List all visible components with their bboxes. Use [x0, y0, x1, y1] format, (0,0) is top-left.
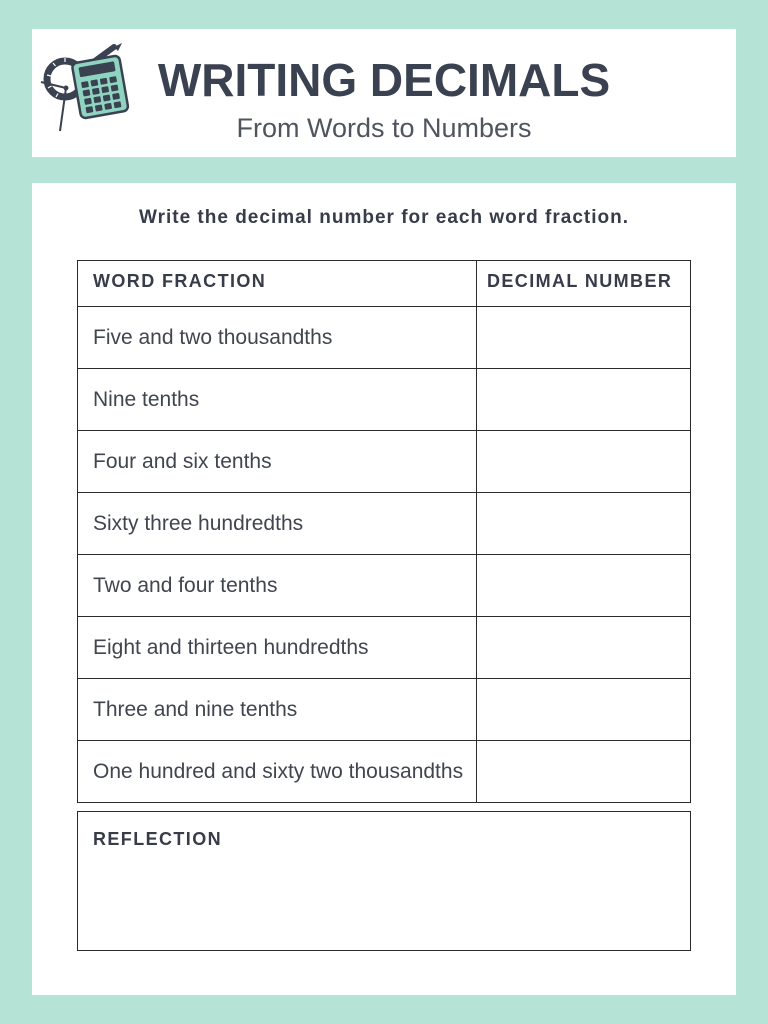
decimal-answer-cell[interactable]	[477, 369, 690, 430]
reflection-box	[77, 811, 691, 951]
instruction-text: Write the decimal number for each word fraction.	[138, 207, 629, 228]
decimals-table	[77, 260, 691, 803]
column-header-decimal-number: DECIMAL NUMBER	[487, 271, 673, 291]
table-row	[78, 492, 690, 554]
table-header-row	[78, 261, 690, 306]
table-row	[78, 678, 690, 740]
table-row	[78, 306, 690, 368]
word-fraction-cell: Two and four tenths	[78, 555, 477, 616]
decimal-answer-cell[interactable]	[477, 431, 690, 492]
decimal-answer-cell[interactable]	[477, 679, 690, 740]
header-panel	[32, 29, 736, 157]
reflection-writing-area[interactable]	[78, 860, 690, 950]
decimal-answer-cell[interactable]	[477, 307, 690, 368]
table-row	[78, 554, 690, 616]
table-row	[78, 430, 690, 492]
column-header-word-fraction: WORD FRACTION	[78, 261, 477, 306]
word-fraction-cell: Eight and thirteen hundredths	[78, 617, 477, 678]
decimal-answer-cell[interactable]	[477, 493, 690, 554]
word-fraction-cell: Sixty three hundredths	[78, 493, 477, 554]
word-fraction-cell: Five and two thousandths	[78, 307, 477, 368]
word-fraction-cell: Four and six tenths	[78, 431, 477, 492]
table-row	[78, 368, 690, 430]
word-fraction-cell: One hundred and sixty two thousandths	[78, 741, 477, 802]
reflection-label: REFLECTION	[93, 829, 222, 849]
word-fraction-cell: Three and nine tenths	[78, 679, 477, 740]
decimal-answer-cell[interactable]	[477, 555, 690, 616]
worksheet-panel	[32, 183, 736, 995]
page-title: WRITING DECIMALS	[157, 54, 611, 106]
decimal-answer-cell[interactable]	[477, 617, 690, 678]
page-subtitle: From Words to Numbers	[236, 113, 532, 143]
table-row	[78, 740, 690, 802]
table-row	[78, 616, 690, 678]
decimal-answer-cell[interactable]	[477, 741, 690, 802]
word-fraction-cell: Nine tenths	[78, 369, 477, 430]
